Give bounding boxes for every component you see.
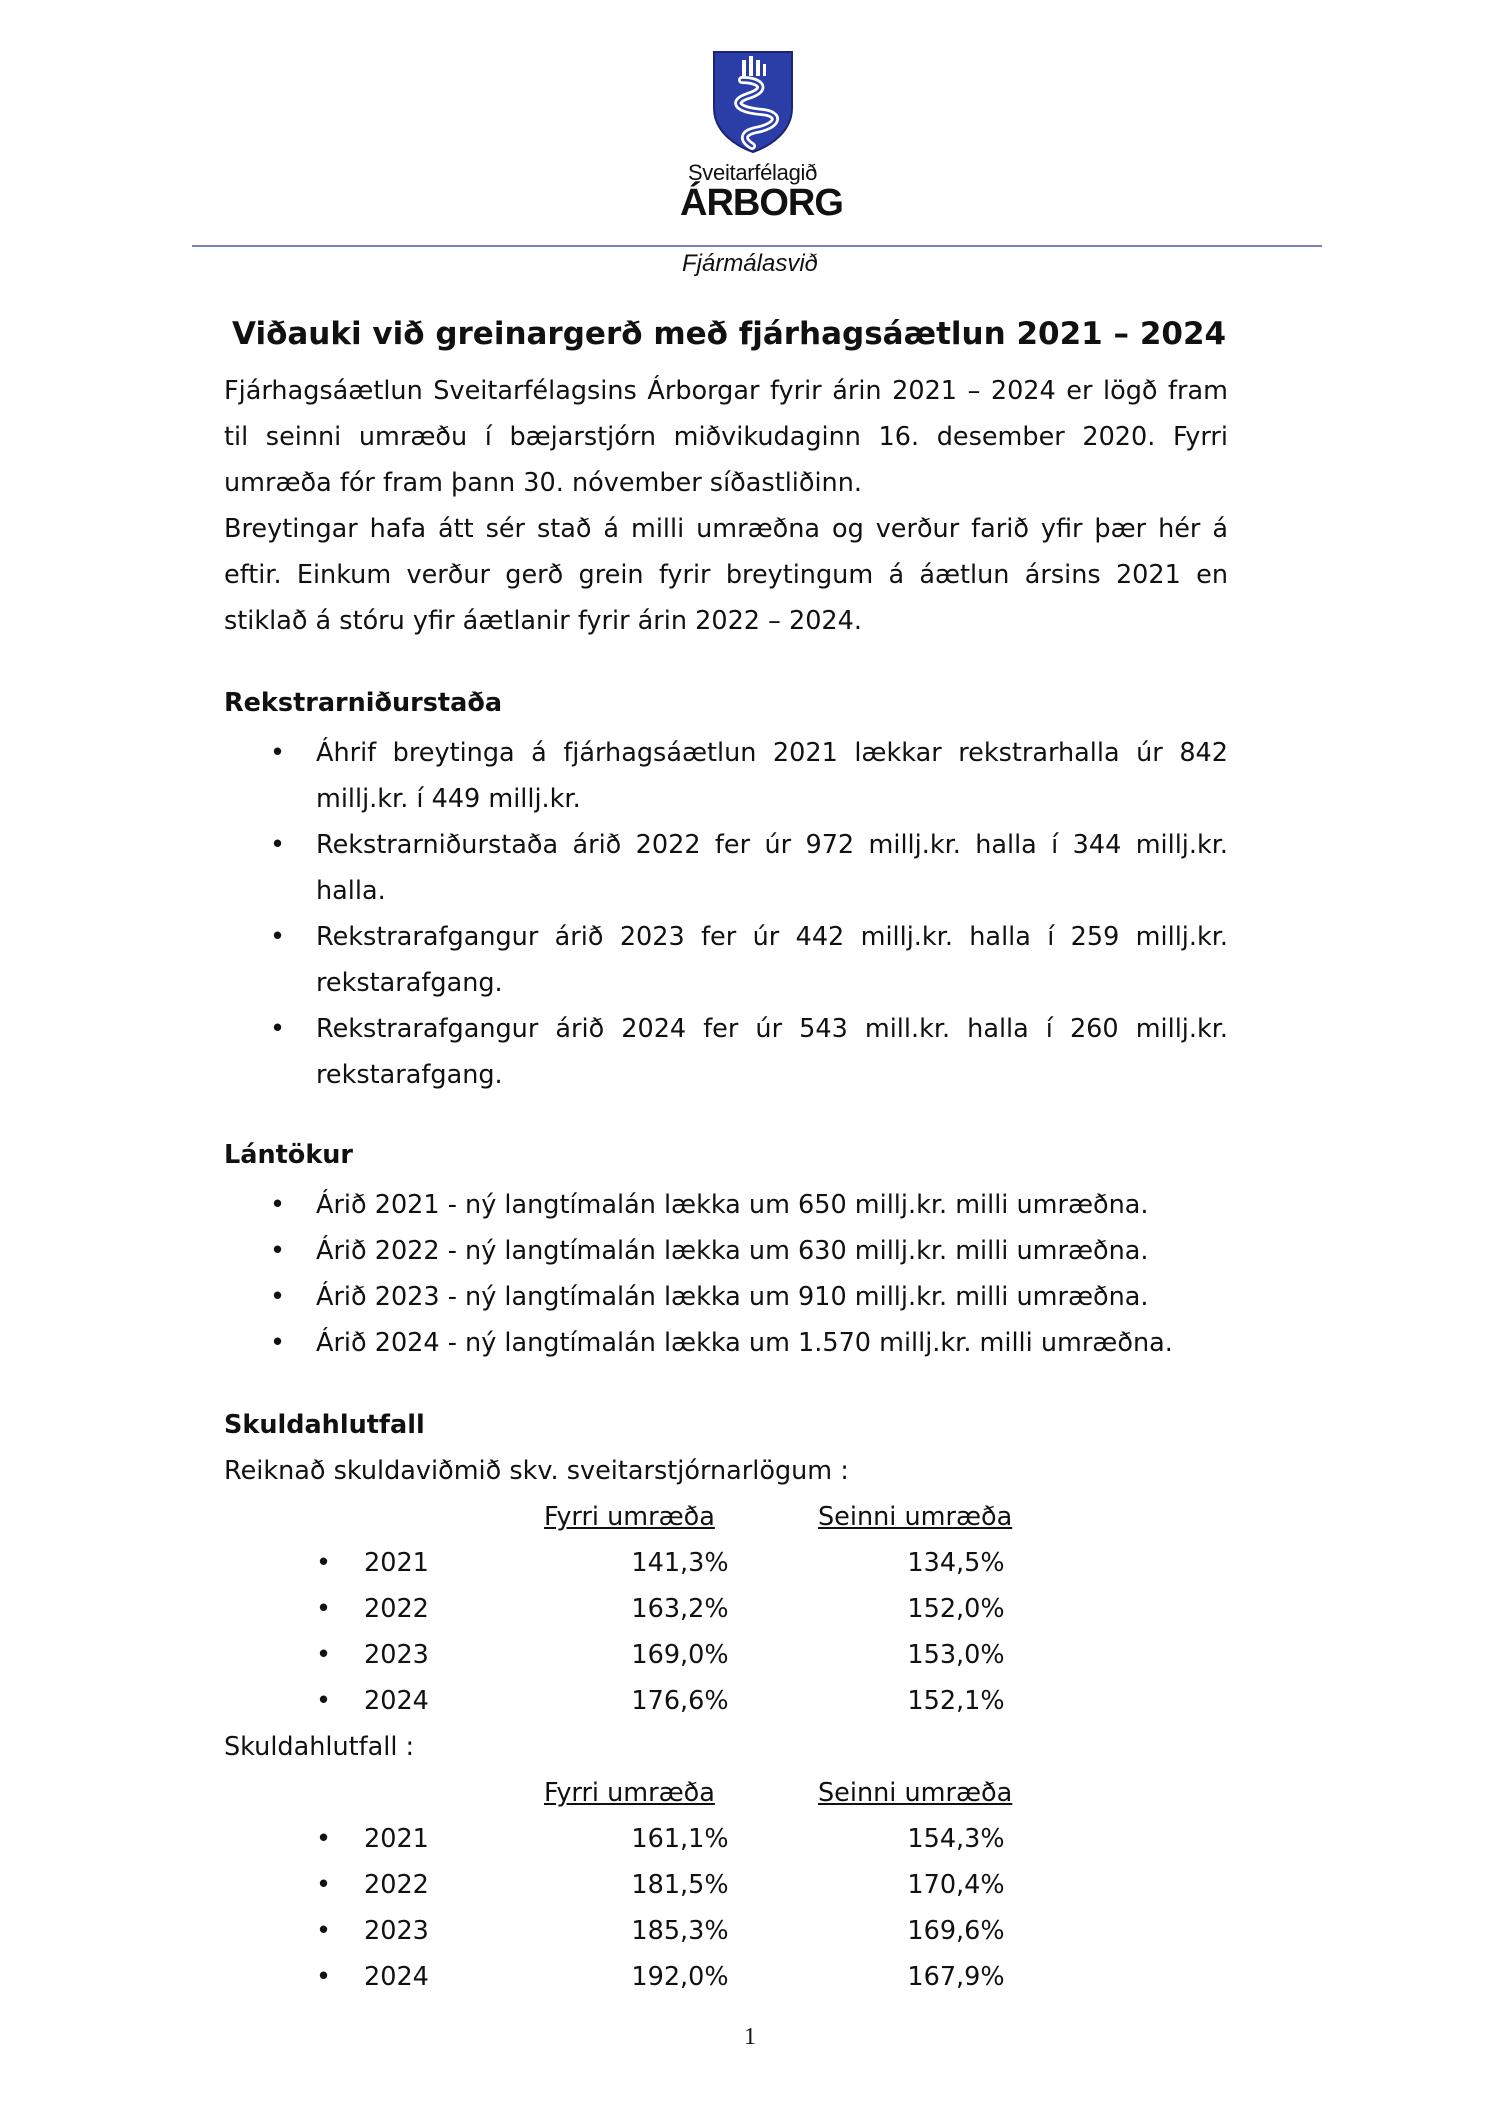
year-cell: 2021	[364, 1824, 429, 1854]
year-cell: 2022	[364, 1870, 429, 1900]
bullet: •	[316, 1916, 332, 1946]
fyrri-cell: 192,0%	[631, 1962, 729, 1992]
list-item: • Áhrif breytinga á fjárhagsáætlun 2021 lækkar rekstrarhalla úr 842 millj.kr. í 449 millj.kr.	[224, 730, 1228, 822]
bullet: •	[316, 1870, 332, 1900]
year-cell: 2023	[364, 1916, 429, 1946]
table1-col-seinni: Seinni umræða	[818, 1502, 1013, 1532]
fyrri-cell: 163,2%	[631, 1594, 729, 1624]
header-divider	[192, 245, 1322, 247]
section-heading-rekstur: Rekstrarniðurstaða	[224, 688, 503, 718]
bullet: •	[316, 1548, 332, 1578]
list-item: • Árið 2021 - ný langtímalán lækka um 650 millj.kr. milli umræðna.	[224, 1182, 1228, 1228]
table1-label: Reiknað skuldaviðmið skv. sveitarstjórnarlögum :	[224, 1456, 849, 1486]
year-cell: 2022	[364, 1594, 429, 1624]
year-cell: 2023	[364, 1640, 429, 1670]
seinni-cell: 153,0%	[907, 1640, 1005, 1670]
table-row	[224, 1686, 1124, 1732]
list-item: • Rekstrarniðurstaða árið 2022 fer úr 972 millj.kr. halla í 344 millj.kr. halla.	[224, 822, 1228, 914]
table-row	[224, 1824, 1124, 1870]
table-row	[224, 1962, 1124, 2008]
table2-col-fyrri: Fyrri umræða	[544, 1778, 715, 1808]
logo-brand: ÁRBORG	[680, 182, 843, 224]
fyrri-cell: 181,5%	[631, 1870, 729, 1900]
logo-name: Sveitarfélagið	[687, 160, 818, 185]
list-item: • Rekstrarafgangur árið 2023 fer úr 442 millj.kr. halla í 259 millj.kr. rekstarafgang.	[224, 914, 1228, 1006]
table-row	[224, 1870, 1124, 1916]
year-cell: 2021	[364, 1548, 429, 1578]
municipality-logo	[680, 50, 843, 224]
table-row	[224, 1916, 1124, 1962]
list-item: • Árið 2022 - ný langtímalán lækka um 630 millj.kr. milli umræðna.	[224, 1228, 1228, 1274]
table2-label: Skuldahlutfall :	[224, 1732, 415, 1762]
fyrri-cell: 141,3%	[631, 1548, 729, 1578]
seinni-cell: 169,6%	[907, 1916, 1005, 1946]
rekstur-list	[224, 730, 1228, 1098]
bullet: •	[316, 1686, 332, 1716]
bullet: •	[316, 1824, 332, 1854]
seinni-cell: 154,3%	[907, 1824, 1005, 1854]
bullet: •	[316, 1640, 332, 1670]
fyrri-cell: 185,3%	[631, 1916, 729, 1946]
lan-list	[224, 1182, 1228, 1366]
table1-col-fyrri: Fyrri umræða	[544, 1502, 715, 1532]
coat-of-arms-icon	[712, 50, 794, 154]
fyrri-cell: 169,0%	[631, 1640, 729, 1670]
department-name: Fjármálasvið	[681, 250, 819, 277]
table2-col-seinni: Seinni umræða	[818, 1778, 1013, 1808]
bullet: •	[316, 1594, 332, 1624]
year-cell: 2024	[364, 1686, 429, 1716]
year-cell: 2024	[364, 1962, 429, 1992]
table-row	[224, 1594, 1124, 1640]
intro-paragraph-1: Fjárhagsáætlun Sveitarfélagsins Árborgar fyrir árin 2021 – 2024 er lögð fram til seinni umræðu í bæjarstjórn miðvikudaginn 16. desember 2020. Fyrri umræða fór fram þann 30. nóvember síðastliðinn.	[224, 376, 1228, 498]
seinni-cell: 167,9%	[907, 1962, 1005, 1992]
intro-paragraph-2: Breytingar hafa átt sér stað á milli umræðna og verður farið yfir þær hér á eftir. Einkum verður gerð grein fyrir breytingum á áætlun ársins 2021 en stiklað á stóru yfir áætlanir fyrir árin 2022 – 2024.	[224, 514, 1228, 636]
table-row	[224, 1548, 1124, 1594]
seinni-cell: 134,5%	[907, 1548, 1005, 1578]
page-number: 1	[744, 2024, 756, 2050]
fyrri-cell: 176,6%	[631, 1686, 729, 1716]
seinni-cell: 152,0%	[907, 1594, 1005, 1624]
section-heading-skuldir: Skuldahlutfall	[224, 1410, 425, 1440]
bullet: •	[316, 1962, 332, 1992]
fyrri-cell: 161,1%	[631, 1824, 729, 1854]
page-title: Viðauki við greinargerð með fjárhagsáætlun 2021 – 2024	[232, 316, 1227, 352]
list-item: • Árið 2024 - ný langtímalán lækka um 1.570 millj.kr. milli umræðna.	[224, 1320, 1228, 1366]
section-heading-lan: Lántökur	[224, 1140, 354, 1170]
list-item: • Rekstrarafgangur árið 2024 fer úr 543 mill.kr. halla í 260 millj.kr. rekstarafgang.	[224, 1006, 1228, 1098]
list-item: • Árið 2023 - ný langtímalán lækka um 910 millj.kr. milli umræðna.	[224, 1274, 1228, 1320]
seinni-cell: 170,4%	[907, 1870, 1005, 1900]
seinni-cell: 152,1%	[907, 1686, 1005, 1716]
table-row	[224, 1640, 1124, 1686]
